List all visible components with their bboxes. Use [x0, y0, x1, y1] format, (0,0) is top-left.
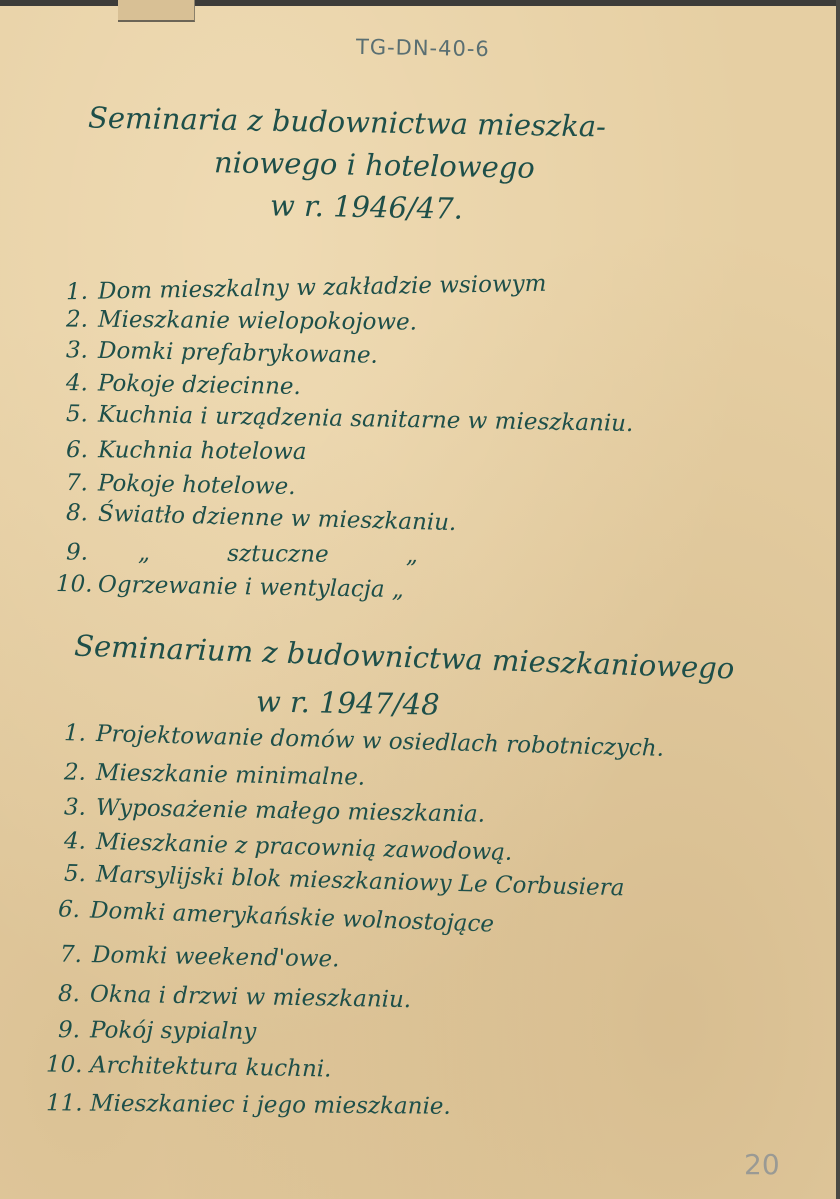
page-number: 20 — [744, 1148, 780, 1181]
list-item: 3. Wyposażenie małego mieszkania. — [63, 794, 486, 828]
list-item: 6. Domki amerykańskie wolnostojące — [57, 896, 495, 938]
list-item: 4. Pokoje dziecinne. — [65, 369, 302, 401]
list-item: 5. Marsylijski blok mieszkaniowy Le Corbusiera — [63, 860, 625, 902]
section1-title-line1: Seminaria z budownictwa mieszka- — [87, 100, 607, 144]
list-item: 11. Mieszkaniec i jego mieszkanie. — [45, 1090, 451, 1120]
list-item: 2. Mieszkanie minimalne. — [63, 759, 366, 791]
list-item: 4. Mieszkanie z pracownią zawodową. — [63, 828, 513, 866]
list-item: 1. Dom mieszkalny w zakładzie wsiowym — [65, 270, 547, 306]
list-item: 3. Domki prefabrykowane. — [65, 337, 379, 369]
archive-stamp: TG-DN-40-6 — [355, 34, 490, 62]
list-item: 6. Kuchnia hotelowa — [65, 436, 307, 466]
list-item: 1. Projektowanie domów w osiedlach robotniczych. — [63, 720, 665, 762]
page-right-edge — [836, 0, 840, 1199]
list-item: 10. Architektura kuchni. — [45, 1051, 332, 1083]
list-item: 7. Domki weekend'owe. — [59, 941, 340, 973]
section1-title-line2: niowego i hotelowego — [213, 145, 536, 185]
section2-title-line2: w r. 1947/48 — [255, 684, 440, 722]
paper-corner-fold — [118, 0, 195, 22]
list-item: 5. Kuchnia i urządzenia sanitarne w mieszkaniu. — [65, 401, 634, 437]
list-item: 8. Okna i drzwi w mieszkaniu. — [57, 980, 412, 1014]
section2-title-line1: Seminarium z budownictwa mieszkaniowego — [73, 628, 735, 686]
list-item: 2. Mieszkanie wielopokojowe. — [65, 306, 418, 336]
list-item: 8. Światło dzienne w mieszkaniu. — [65, 499, 457, 537]
section1-title-line3: w r. 1946/47. — [269, 188, 464, 226]
list-item: 7. Pokoje hotelowe. — [65, 469, 296, 501]
list-item: 10. Ogrzewanie i wentylacja „ — [55, 570, 405, 604]
list-item: 9. Pokój sypialny — [57, 1017, 257, 1045]
list-item: 9. „ sztuczne „ — [65, 539, 418, 569]
